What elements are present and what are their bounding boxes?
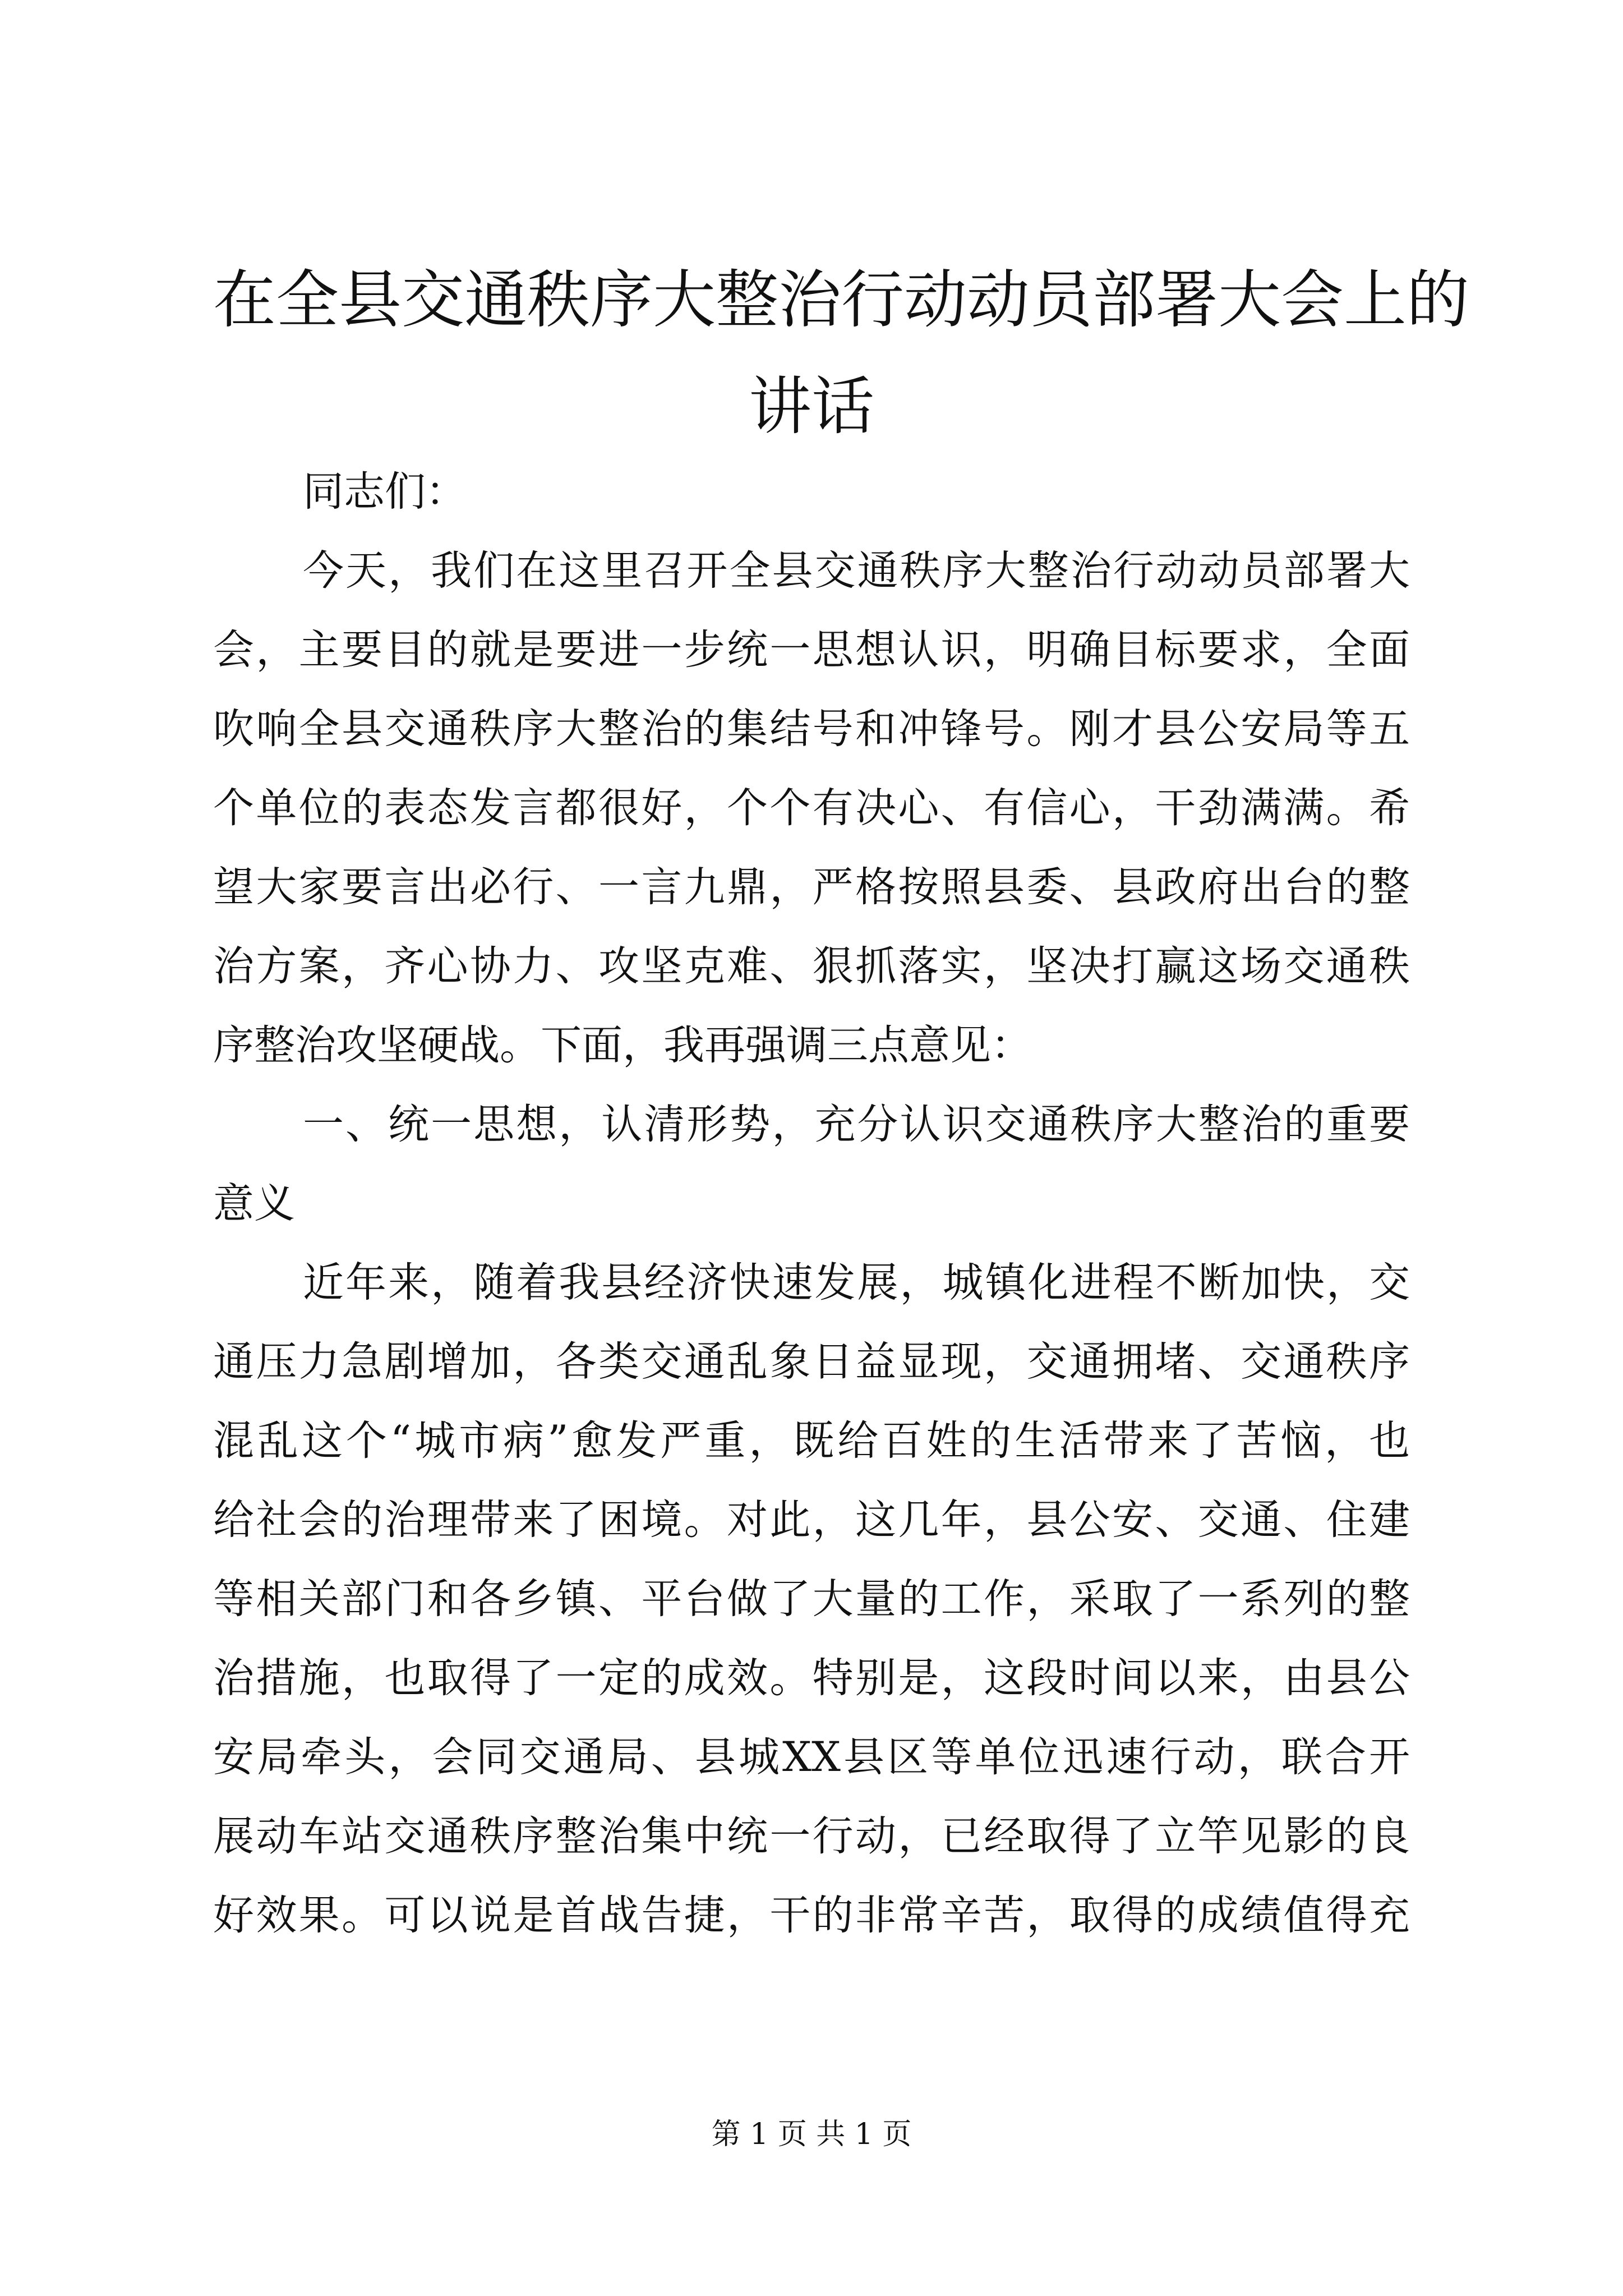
section-heading-line: 意义 — [213, 1180, 295, 1227]
title-line: 在全县交通秩序大整治行动动员部署大会上的 — [213, 264, 1469, 337]
paragraph-line: 等相关部门和各乡镇、平台做了大量的工作，采取了一系列的整 — [213, 1575, 1410, 1623]
page-number: 第 1 页 共 1 页 — [711, 2118, 912, 2151]
paragraph-line: 个单位的表态发言都很好，个个有决心、有信心，干劲满满。希 — [213, 784, 1410, 832]
page-footer — [0, 2115, 1623, 2154]
paragraph-line: 好效果。可以说是首战告捷，干的非常辛苦，取得的成绩值得充 — [213, 1892, 1410, 1939]
paragraph-line: 序整治攻坚硬战。下面，我再强调三点意见： — [213, 1022, 1032, 1069]
section-heading-line: 一、统一思想，认清形势，充分认识交通秩序大整治的重要 — [303, 1101, 1410, 1148]
paragraph-line: 治方案，齐心协力、攻坚克难、狠抓落实，坚决打赢这场交通秩 — [213, 942, 1410, 990]
salutation: 同志们： — [303, 468, 467, 516]
paragraph-line: 近年来，随着我县经济快速发展，城镇化进程不断加快，交 — [303, 1259, 1410, 1306]
paragraph-line: 吹响全县交通秩序大整治的集结号和冲锋号。刚才县公安局等五 — [213, 705, 1410, 753]
document-title — [213, 247, 1469, 460]
paragraph-line: 展动车站交通秩序整治集中统一行动，已经取得了立竿见影的良 — [213, 1812, 1410, 1860]
paragraph-line: 给社会的治理带来了困境。对此，这几年，县公安、交通、住建 — [213, 1496, 1410, 1544]
document-body — [213, 452, 1410, 1955]
paragraph-line: 混乱这个“城市病”愈发严重，既给百姓的生活带来了苦恼，也 — [213, 1417, 1410, 1465]
paragraph-line: 今天，我们在这里召开全县交通秩序大整治行动动员部署大 — [303, 547, 1410, 595]
paragraph-line: 治措施，也取得了一定的成效。特别是，这段时间以来，由县公 — [213, 1654, 1410, 1702]
paragraph-line: 望大家要言出必行、一言九鼎，严格按照县委、县政府出台的整 — [213, 863, 1410, 911]
paragraph-line: 会，主要目的就是要进一步统一思想认识，明确目标要求，全面 — [213, 626, 1410, 674]
paragraph-line: 安局牵头，会同交通局、县城XX县区等单位迅速行动，联合开 — [213, 1733, 1410, 1781]
paragraph-line: 通压力急剧增加，各类交通乱象日益显现，交通拥堵、交通秩序 — [213, 1338, 1410, 1386]
title-line: 讲话 — [749, 370, 874, 443]
